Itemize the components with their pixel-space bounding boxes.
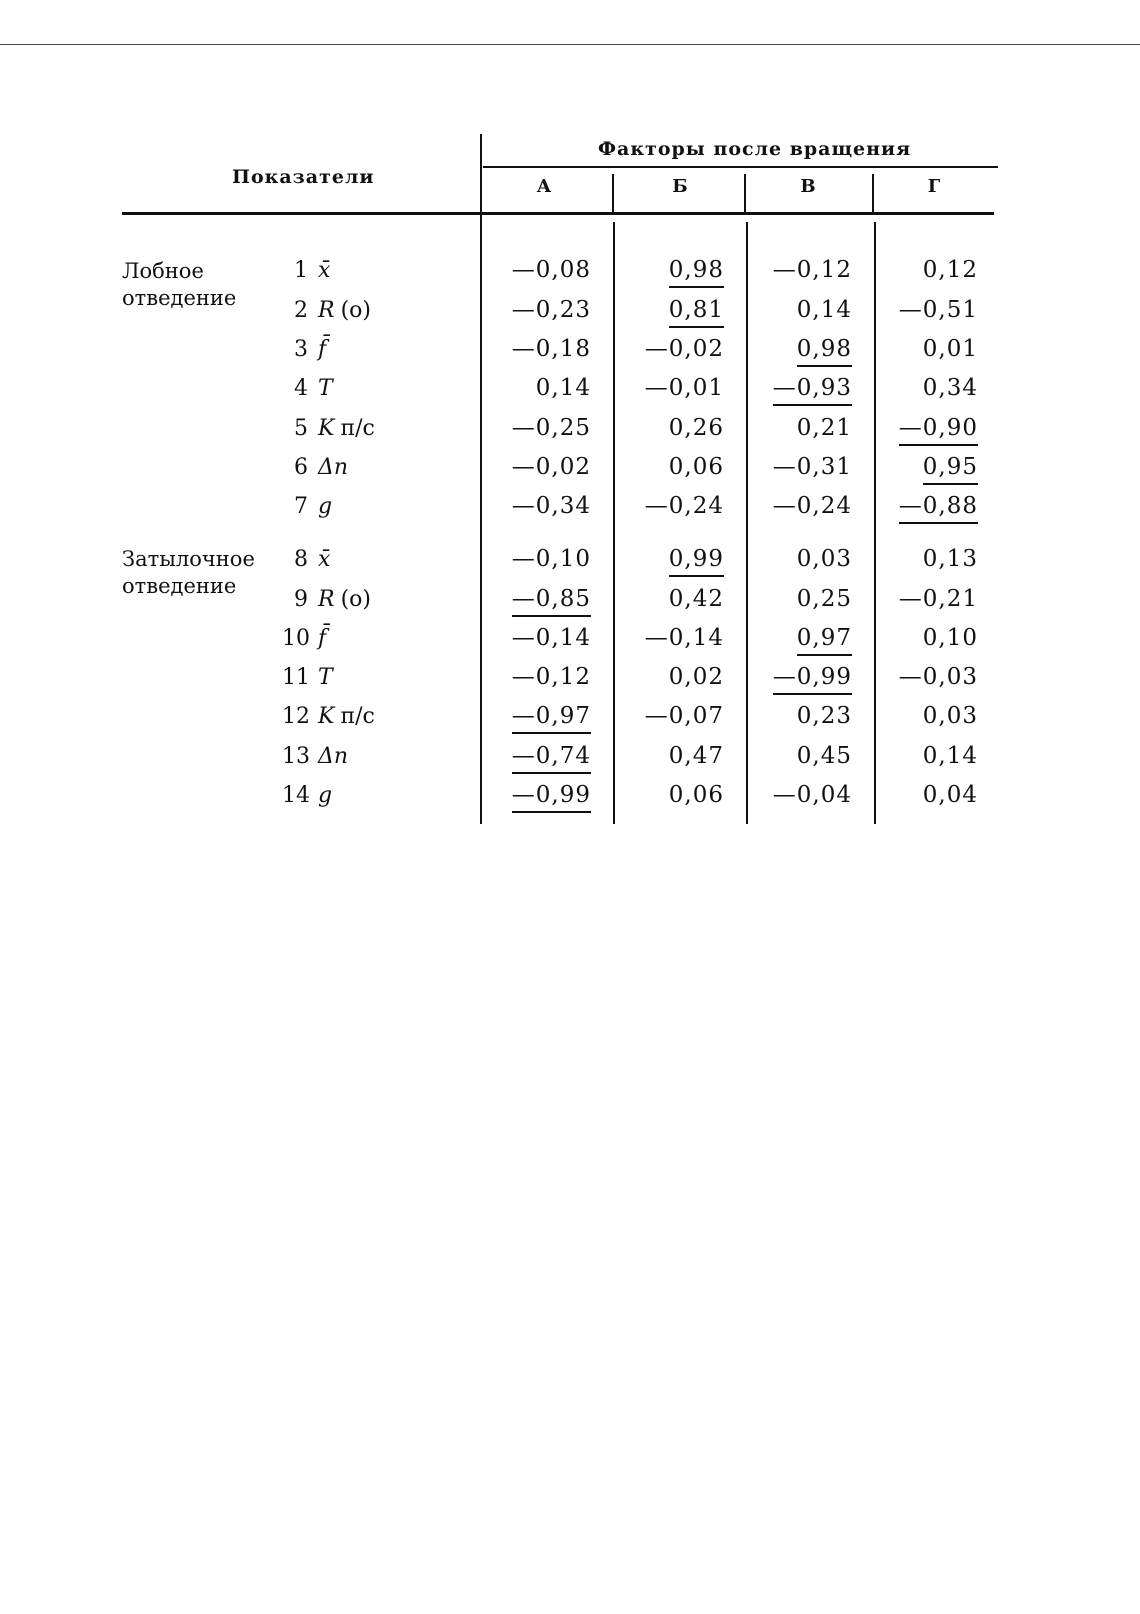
factor-value-cell (491, 743, 591, 769)
factor-value-cell (624, 743, 724, 769)
factor-value-cell (752, 625, 852, 651)
factor-value-cell (491, 703, 591, 729)
factor-value-cell (752, 546, 852, 572)
table-row (0, 780, 1140, 812)
factor-value: 0,26 (668, 415, 724, 441)
table-row (0, 741, 1140, 773)
column-header-v: В (800, 176, 816, 197)
row-number: 3 (294, 337, 308, 362)
row-number: 12 (282, 704, 310, 729)
factor-value: 0,10 (922, 625, 978, 651)
row-number: 8 (294, 547, 308, 572)
table-row (0, 584, 1140, 616)
group-label-line: отведение (122, 574, 237, 598)
factor-value: —0,88 (899, 493, 978, 524)
column-divider-vg-head (872, 174, 874, 212)
symbol-suffix: п/с (340, 416, 375, 441)
factor-value-cell (491, 375, 591, 401)
factor-value: 0,34 (922, 375, 978, 401)
table-row (0, 701, 1140, 733)
table-row (0, 662, 1140, 694)
group-label-line: Затылочное (122, 547, 255, 571)
factor-value-cell (491, 586, 591, 612)
row-number: 4 (294, 376, 308, 401)
factor-value: 0,03 (796, 546, 852, 572)
factor-value-cell (752, 493, 852, 519)
factor-value-cell (752, 375, 852, 401)
factor-value: 0,25 (796, 586, 852, 612)
factor-value-cell (491, 415, 591, 441)
factor-value: —0,14 (644, 625, 724, 651)
indicator-symbol (318, 337, 326, 362)
row-number: 6 (294, 455, 308, 480)
factor-value: —0,07 (644, 703, 724, 729)
factor-value-cell (878, 782, 978, 808)
factor-value: 0,06 (668, 454, 724, 480)
table-row (0, 255, 1140, 287)
indicator-symbol (318, 744, 348, 769)
factor-value-cell (491, 493, 591, 519)
symbol-main: g (318, 783, 333, 808)
indicator-symbol (318, 626, 326, 651)
indicator-symbol (318, 376, 333, 401)
factor-value: —0,85 (512, 586, 591, 617)
factor-value: 0,02 (668, 664, 724, 690)
symbol-main: Δn (318, 455, 349, 480)
factor-value-cell (491, 257, 591, 283)
factor-value: —0,99 (512, 782, 591, 813)
symbol-main: R (318, 587, 335, 612)
factor-value-cell (878, 743, 978, 769)
factor-value-cell (491, 625, 591, 651)
factor-value-cell (624, 336, 724, 362)
header-factors: Факторы после вращения (598, 138, 912, 160)
factor-value: 0,98 (797, 336, 852, 367)
table-row (0, 373, 1140, 405)
group-label-line: Лобное (122, 259, 204, 283)
factor-value: 0,98 (669, 257, 724, 288)
factor-value: 0,12 (922, 257, 978, 283)
header-indicators: Показатели (232, 166, 375, 188)
column-divider-ab-head (612, 174, 614, 212)
factor-value-cell (878, 297, 978, 323)
table-row (0, 413, 1140, 445)
factor-value-cell (624, 375, 724, 401)
factor-value-cell (752, 664, 852, 690)
header-subrule (483, 166, 998, 168)
factor-value-cell (624, 415, 724, 441)
row-number: 2 (294, 298, 308, 323)
factor-value: 0,13 (922, 546, 978, 572)
factor-value: —0,02 (644, 336, 724, 362)
factor-value: —0,93 (773, 375, 852, 406)
symbol-main: K (318, 704, 335, 729)
factor-value-cell (624, 703, 724, 729)
indicator-symbol (318, 298, 371, 323)
factor-value: —0,31 (772, 454, 852, 480)
row-number: 14 (282, 783, 310, 808)
factor-value-cell (878, 415, 978, 441)
factor-value-cell (624, 297, 724, 323)
group-label-line: отведение (122, 286, 237, 310)
table-row (0, 452, 1140, 484)
factor-value: 0,14 (922, 743, 978, 769)
factor-value: 0,03 (922, 703, 978, 729)
indicator-symbol (318, 494, 332, 519)
factor-value-cell (752, 703, 852, 729)
factor-value-cell (878, 375, 978, 401)
factor-value-cell (752, 782, 852, 808)
indicator-symbol (318, 704, 375, 729)
factor-value-cell (878, 586, 978, 612)
factor-value: 0,42 (668, 586, 724, 612)
factor-value: —0,51 (898, 297, 978, 323)
table-row (0, 491, 1140, 523)
factor-value-cell (752, 415, 852, 441)
factor-value-cell (491, 782, 591, 808)
factor-value-cell (878, 336, 978, 362)
factor-value: —0,99 (773, 664, 852, 695)
symbol-main: K (318, 416, 335, 441)
header-bottom-rule (122, 212, 994, 215)
factor-value: —0,10 (511, 546, 591, 572)
factor-value-cell (491, 454, 591, 480)
indicator-symbol (318, 665, 333, 690)
row-number: 11 (282, 665, 310, 690)
symbol-main: x̄ (318, 547, 331, 572)
factor-value-cell (624, 493, 724, 519)
factor-value-cell (624, 586, 724, 612)
symbol-suffix: (o) (340, 298, 371, 323)
row-number: 1 (294, 258, 308, 283)
column-divider-bv-head (744, 174, 746, 212)
table-row (0, 295, 1140, 327)
page-top-rule (0, 44, 1140, 45)
factor-value: 0,14 (796, 297, 852, 323)
factor-value: 0,21 (796, 415, 852, 441)
factor-value: 0,06 (668, 782, 724, 808)
symbol-main: R (318, 298, 335, 323)
indicator-symbol (318, 547, 330, 572)
factor-value-cell (878, 493, 978, 519)
factor-value: —0,12 (511, 664, 591, 690)
factor-value: —0,08 (511, 257, 591, 283)
factor-value: 0,97 (797, 625, 852, 656)
row-number: 7 (294, 494, 308, 519)
indicator-symbol (318, 258, 330, 283)
factor-value-cell (491, 546, 591, 572)
indicator-symbol (318, 455, 348, 480)
factor-value-cell (624, 257, 724, 283)
factor-value-cell (878, 257, 978, 283)
factor-value: 0,45 (796, 743, 852, 769)
factor-value-cell (624, 454, 724, 480)
row-number: 10 (282, 626, 310, 651)
factor-value: —0,14 (511, 625, 591, 651)
factor-value-cell (878, 546, 978, 572)
column-header-g: Г (927, 176, 941, 197)
factor-value-cell (752, 586, 852, 612)
column-header-b: Б (672, 176, 688, 197)
factor-value: —0,90 (899, 415, 978, 446)
factor-value: —0,34 (511, 493, 591, 519)
row-number: 5 (294, 416, 308, 441)
table-row (0, 544, 1140, 576)
factor-value: —0,01 (644, 375, 724, 401)
factor-value: 0,04 (922, 782, 978, 808)
symbol-main: f̄ (318, 337, 327, 362)
factor-value-cell (878, 703, 978, 729)
factor-value-cell (752, 257, 852, 283)
factor-value-cell (624, 546, 724, 572)
row-number: 13 (282, 744, 310, 769)
factor-value: 0,47 (668, 743, 724, 769)
symbol-main: T (318, 665, 333, 690)
factor-value-cell (752, 743, 852, 769)
factor-value-cell (624, 625, 724, 651)
symbol-main: g (318, 494, 333, 519)
factor-value: 0,14 (535, 375, 591, 401)
indicator-symbol (318, 783, 332, 808)
factor-value: —0,97 (512, 703, 591, 734)
factor-value-cell (752, 454, 852, 480)
table-row (0, 623, 1140, 655)
factor-value-cell (878, 454, 978, 480)
indicator-symbol (318, 416, 375, 441)
factor-value: 0,95 (923, 454, 978, 485)
factor-value: 0,23 (796, 703, 852, 729)
factor-value-cell (624, 664, 724, 690)
factor-value-cell (491, 336, 591, 362)
factor-value-cell (752, 297, 852, 323)
factor-value: —0,03 (898, 664, 978, 690)
factor-value: —0,25 (511, 415, 591, 441)
factor-value-cell (624, 782, 724, 808)
factor-value: 0,01 (922, 336, 978, 362)
factor-value: —0,24 (772, 493, 852, 519)
factor-value: —0,18 (511, 336, 591, 362)
factor-value-cell (491, 297, 591, 323)
row-number: 9 (294, 587, 308, 612)
factor-value: —0,23 (511, 297, 591, 323)
column-header-a: А (536, 176, 552, 197)
factor-value: 0,99 (669, 546, 724, 577)
factor-value: —0,74 (512, 743, 591, 774)
symbol-main: f̄ (318, 626, 327, 651)
factor-value: —0,04 (772, 782, 852, 808)
factor-value-cell (878, 625, 978, 651)
factor-value-cell (491, 664, 591, 690)
indicator-symbol (318, 587, 371, 612)
factor-value: 0,81 (669, 297, 724, 328)
table-row (0, 334, 1140, 366)
factor-value: —0,21 (898, 586, 978, 612)
symbol-main: x̄ (318, 258, 331, 283)
symbol-suffix: п/с (340, 704, 375, 729)
factor-value: —0,02 (511, 454, 591, 480)
factor-value-cell (752, 336, 852, 362)
factor-value: —0,24 (644, 493, 724, 519)
factor-value-cell (878, 664, 978, 690)
symbol-main: T (318, 376, 333, 401)
symbol-suffix: (o) (340, 587, 371, 612)
factor-value: —0,12 (772, 257, 852, 283)
symbol-main: Δn (318, 744, 349, 769)
